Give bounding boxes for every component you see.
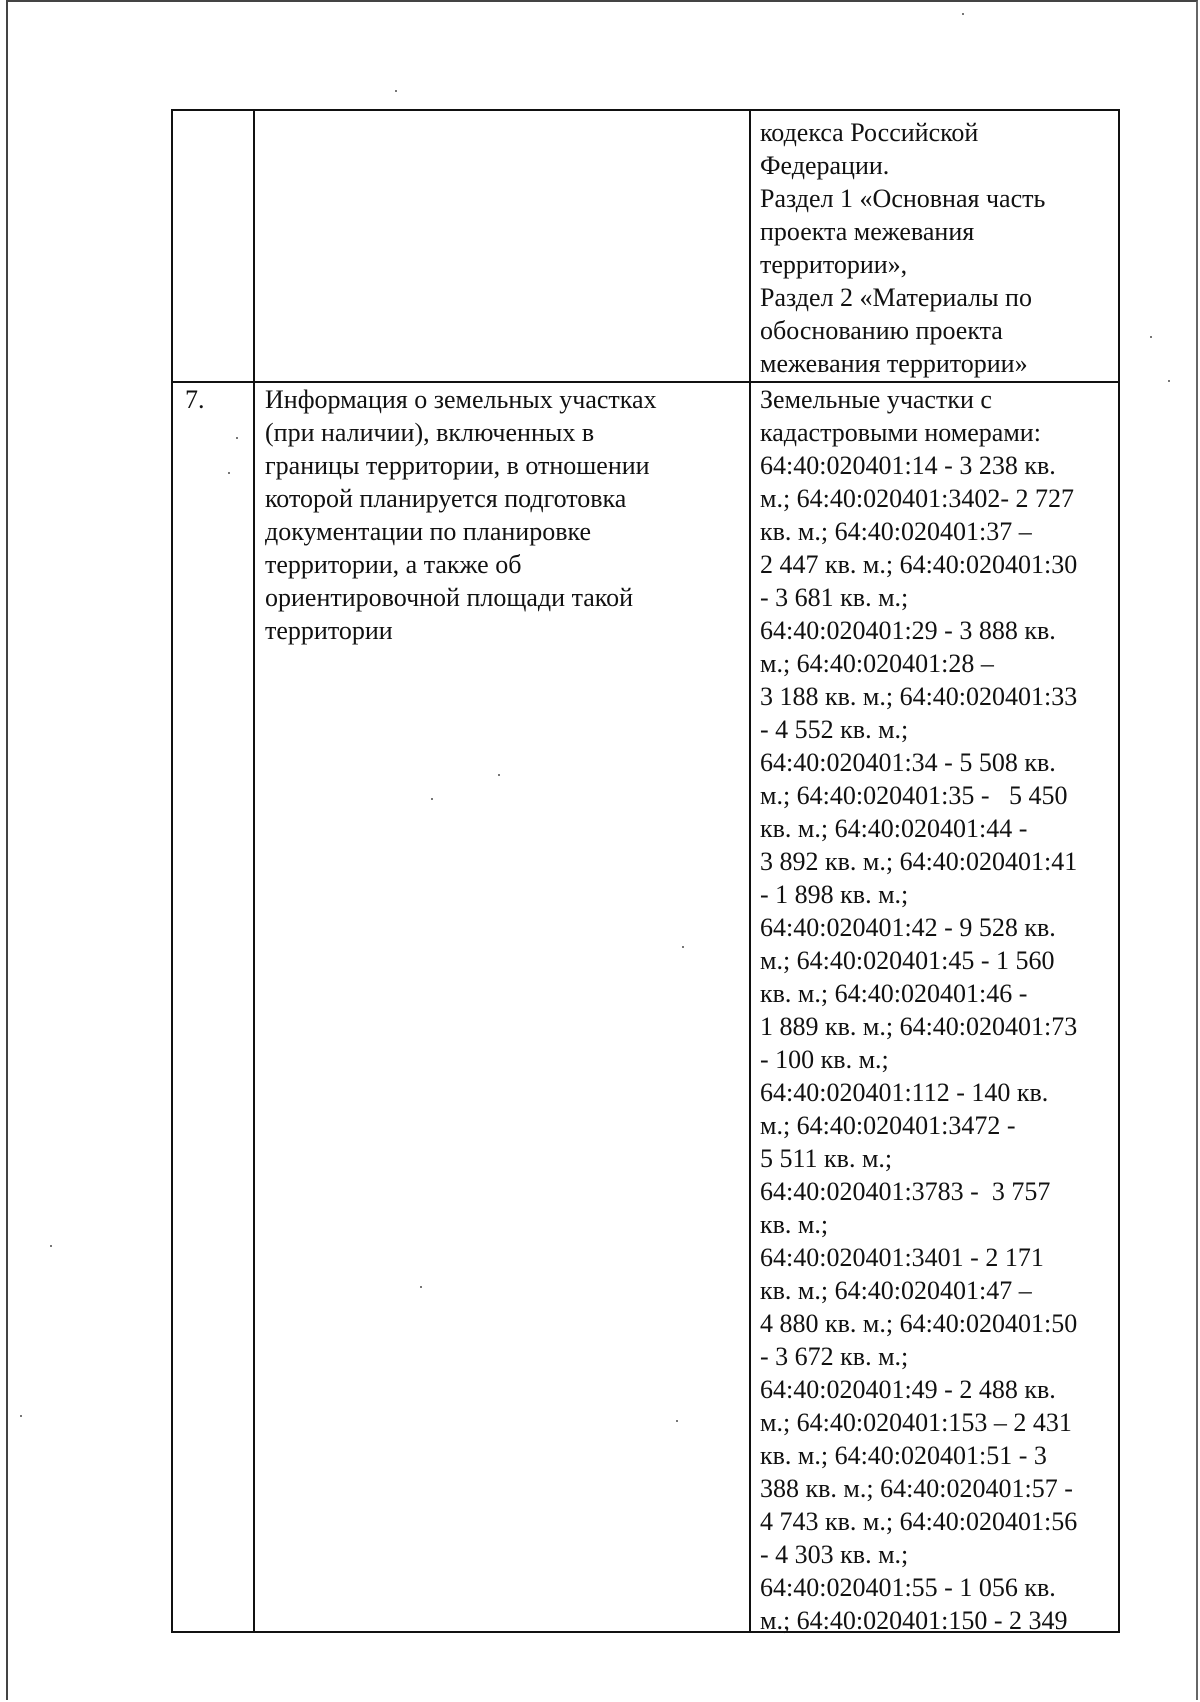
scan-speck <box>1150 336 1152 338</box>
table-cell-row2-description: Информация о земельных участках (при наличии), включенных в границы территории, в отношении которой планируется подготовка документации по планировке территории, а также об ориентировочной площади такой территории <box>265 385 657 645</box>
scan-speck <box>962 13 964 15</box>
scan-speck <box>20 1415 22 1417</box>
table-cell-row1-content: кодекса Российской Федерации. Раздел 1 «Основная часть проекта межевания территории», Раздел 2 «Материалы по обоснованию проекта межевания территории» <box>760 118 1046 378</box>
table-cell-row2-content: Земельные участки с кадастровыми номерами: 64:40:020401:14 - 3 238 кв. м.; 64:40:020401:3402- 2 727 кв. м.; 64:40:020401:37 – 2 447 кв. м.; 64:40:020401:30 - 3 681 кв. м.; 64:40:020401:29 - 3 888 кв. м.; 64:40:020401:28 – 3 188 кв. м.; 64:40:020401:33 - 4 552 кв. м.; 64:40:020401:34 - 5 508 кв. м.; 64:40:020401:35 - 5 450 кв. м.; 64:40:020401:44 - 3 892 кв. м.; 64:40:020401:41 - 1 898 кв. м.; 64:40:020401:42 - 9 528 кв. м.; 64:40:020401:45 - 1 560 кв. м.; 64:40:020401:46 - 1 889 кв. м.; 64:40:020401:73 - 100 кв. м.; 64:40:020401:112 - 140 кв. м.; 64:40:020401:3472 - 5 511 кв. м.; 64:40:020401:3783 - 3 757 кв. м.; 64:40:020401:3401 - 2 171 кв. м.; 64:40:020401:47 – 4 880 кв. м.; 64:40:020401:50 - 3 672 кв. м.; 64:40:020401:49 - 2 488 кв. м.; 64:40:020401:153 – 2 431 кв. м.; 64:40:020401:51 - 3 388 кв. м.; 64:40:020401:57 - 4 743 кв. м.; 64:40:020401:56 - 4 303 кв. м.; 64:40:020401:55 - 1 056 кв. м.; 64:40:020401:150 - 2 349 <box>760 385 1078 1635</box>
scan-speck <box>395 90 397 92</box>
column-divider <box>253 111 255 1631</box>
scan-speck <box>50 1245 52 1247</box>
table-cell-row2-number: 7. <box>185 385 205 414</box>
document-table <box>171 109 1120 1633</box>
column-divider <box>749 111 751 1631</box>
scan-speck <box>1168 380 1170 382</box>
